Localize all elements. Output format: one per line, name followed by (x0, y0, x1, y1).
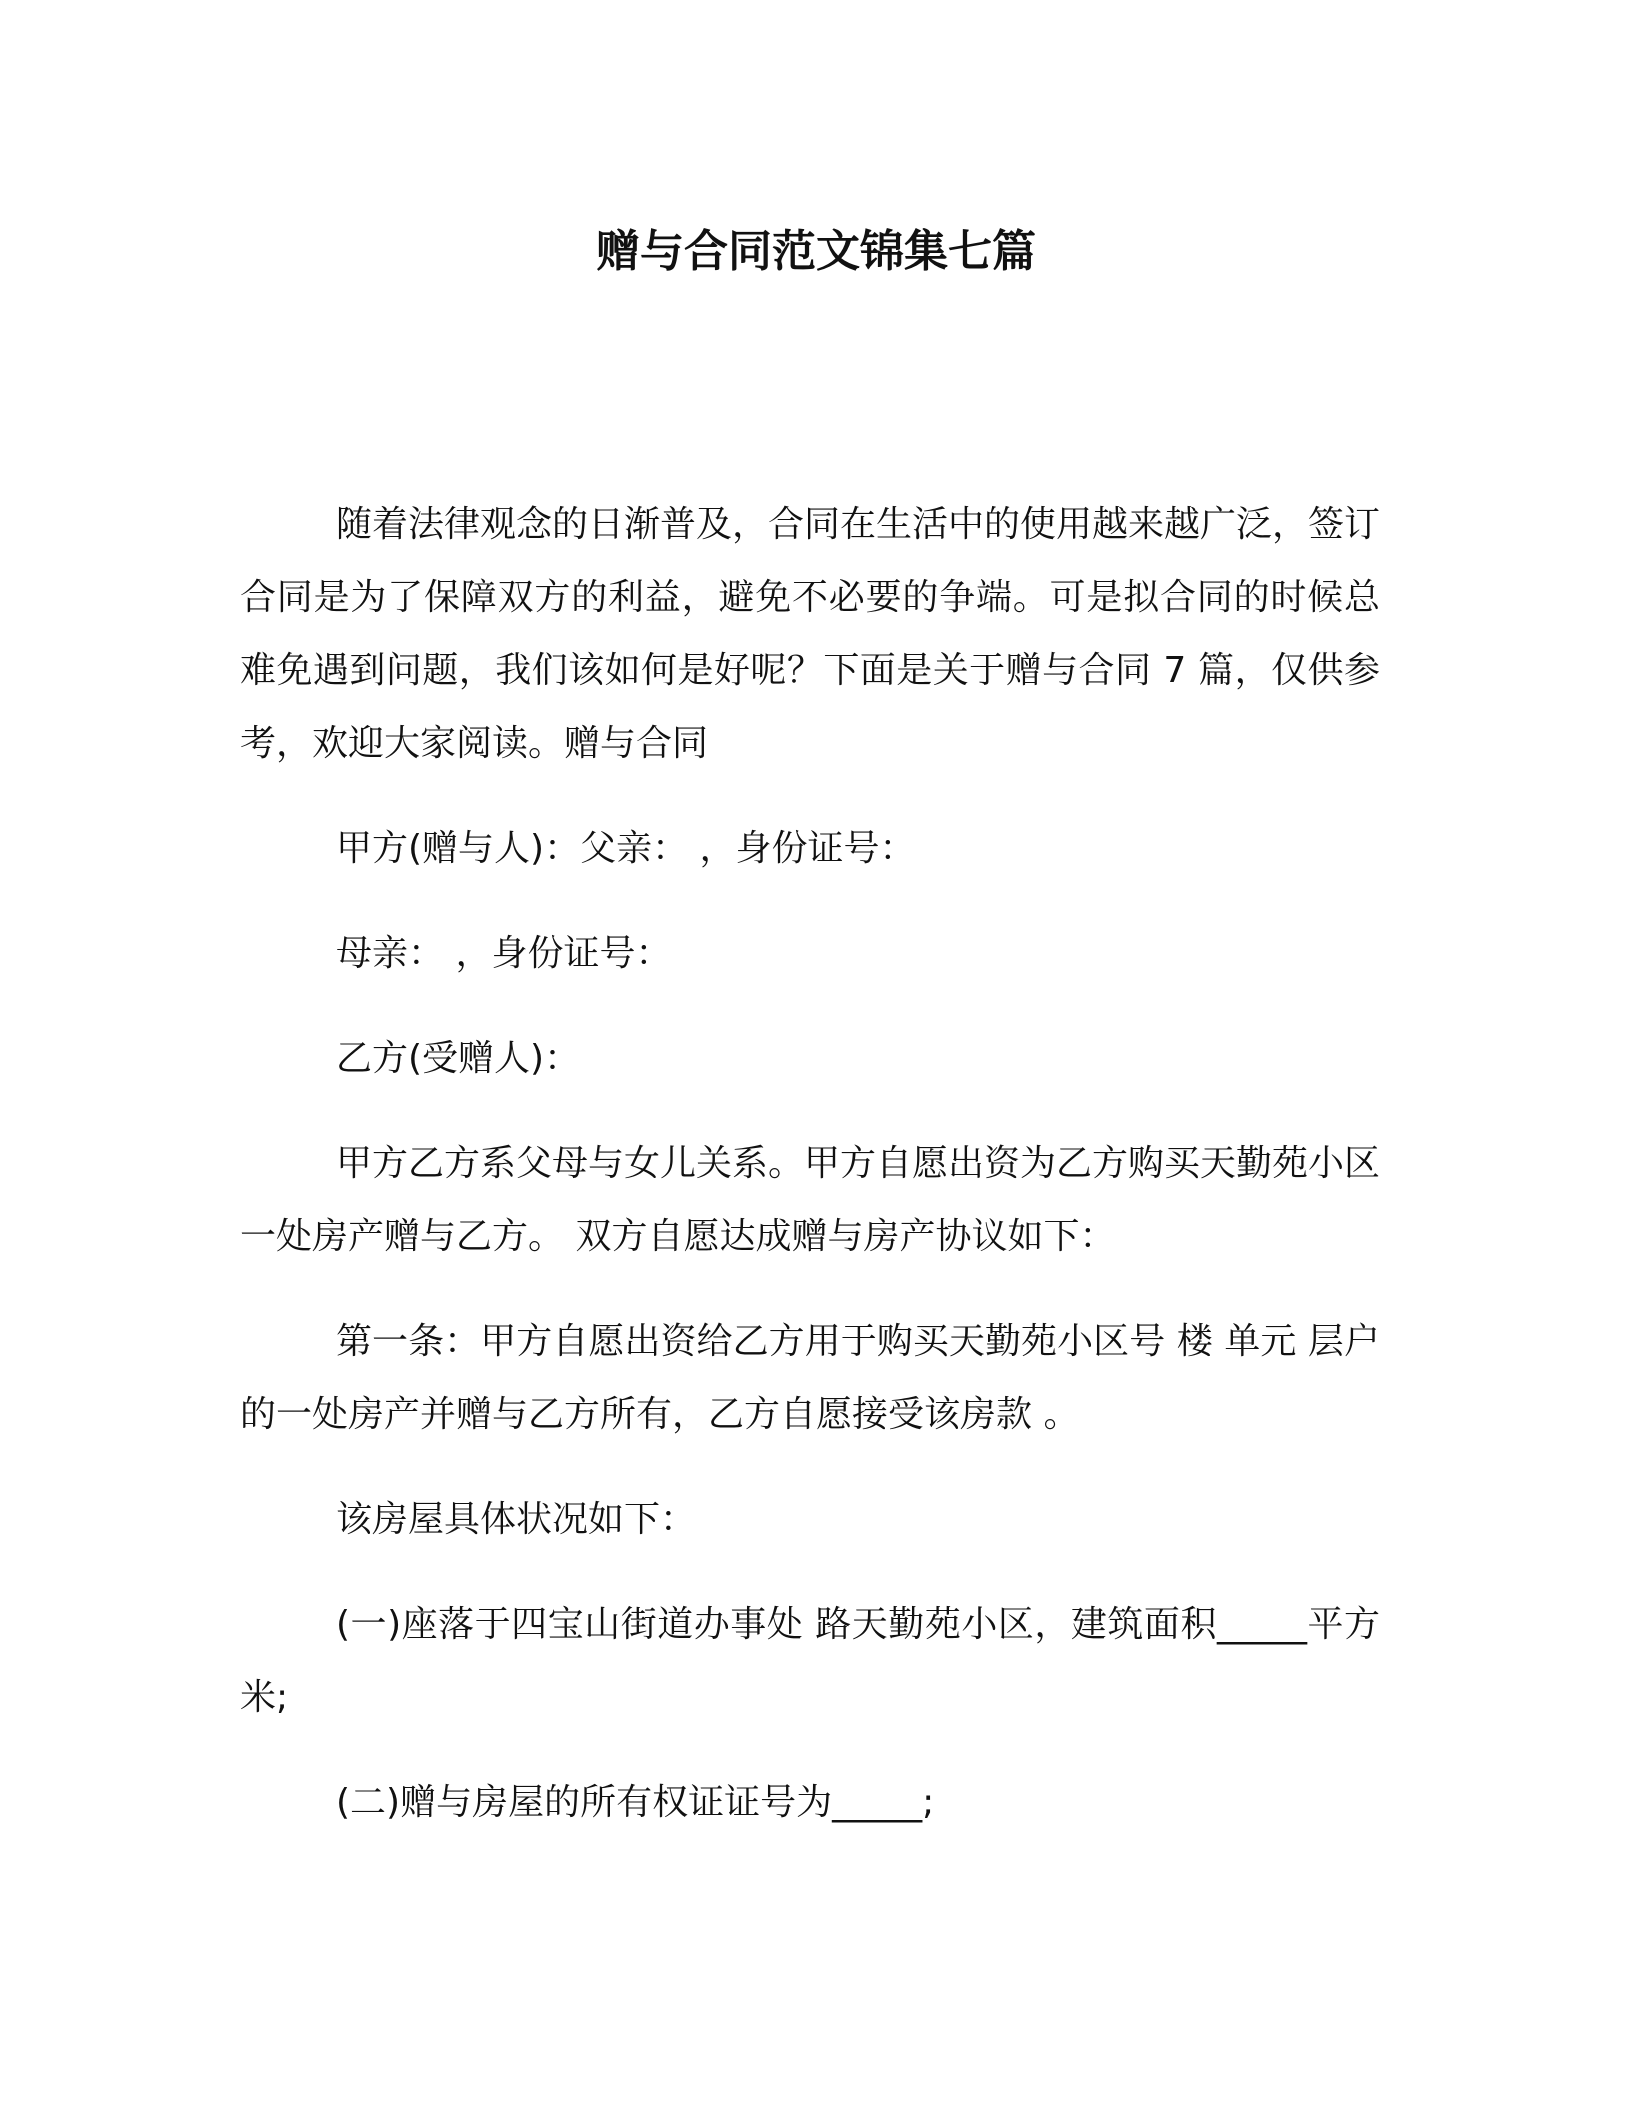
house-status-heading: 该房屋具体状况如下： (336, 1499, 697, 1540)
ownership-certificate-item: (二)赠与房屋的所有权证证号为_____; (336, 1782, 935, 1823)
document-body (240, 488, 1380, 1871)
party-b-line: 乙方(受赠人)： (336, 1038, 581, 1079)
party-a-line: 甲方(赠与人)：父亲： ，身份证号： (336, 828, 916, 869)
relationship-paragraph: 甲方乙方系父母与女儿关系。甲方自愿出资为乙方购买天勤苑小区一处房产赠与乙方。 双方自愿达成赠与房产协议如下： (240, 1143, 1381, 1257)
mother-line: 母亲： ，身份证号： (336, 933, 672, 974)
document-title: 赠与合同范文锦集七篇 (596, 226, 1036, 277)
intro-paragraph: 随着法律观念的日渐普及，合同在生活中的使用越来越广泛，签订合同是为了保障双方的利益，避免不必要的争端。可是拟合同的时候总难免遇到问题，我们该如何是好呢？下面是关于赠与合同 7 篇，仅供参考，欢迎大家阅读。赠与合同 (240, 504, 1381, 764)
article-one-paragraph: 第一条：甲方自愿出资给乙方用于购买天勤苑小区号 楼 单元 层户的一处房产并赠与乙方所有，乙方自愿接受该房款 。 (240, 1321, 1380, 1435)
house-location-item: (一)座落于四宝山街道办事处 路天勤苑小区，建筑面积_____平方米; (240, 1604, 1380, 1718)
